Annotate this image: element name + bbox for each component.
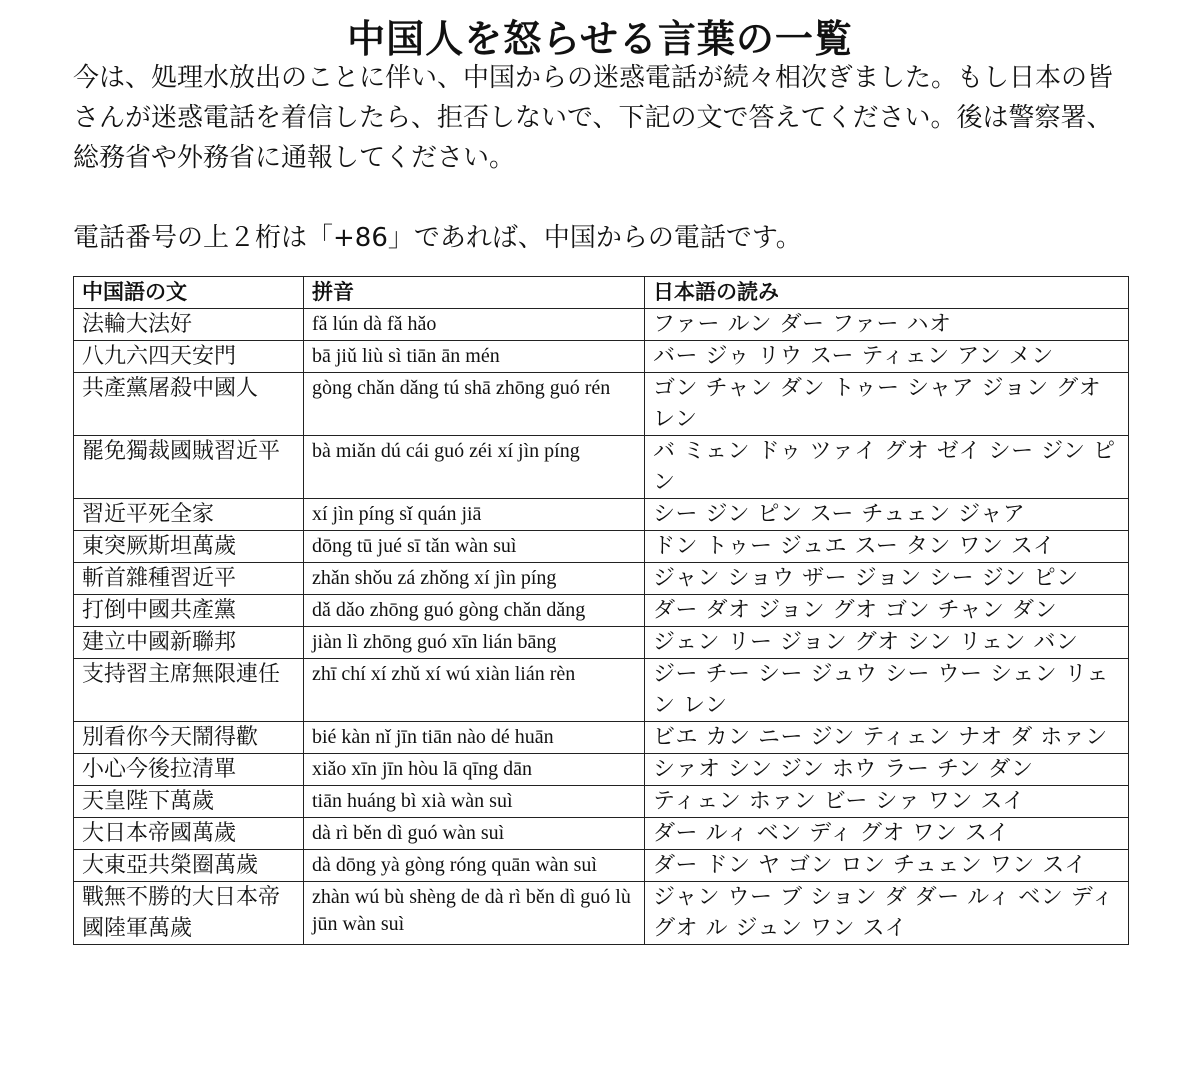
table-row — [74, 754, 1129, 786]
pinyin-cell: xí jìn píng sǐ quán jiā — [304, 499, 645, 531]
table-row — [74, 818, 1129, 850]
pinyin-cell: xiǎo xīn jīn hòu lā qīng dān — [304, 754, 645, 786]
japanese-reading: ジャン ウー ブ ション ダ ダー ルィ ベン ディ グオ ル ジュン ワン スイ — [645, 882, 1129, 945]
japanese-reading: ダー ダオ ジョン グオ ゴン チャン ダン — [645, 595, 1129, 627]
pinyin-cell: zhǎn shǒu zá zhǒng xí jìn píng — [304, 563, 645, 595]
table-row — [74, 659, 1129, 722]
chinese-phrase: 打倒中國共產黨 — [74, 595, 304, 627]
pinyin-cell: bā jiǔ liù sì tiān ān mén — [304, 341, 645, 373]
chinese-phrase: 大東亞共榮圈萬歲 — [74, 850, 304, 882]
header-japanese-reading: 日本語の読み — [645, 277, 1129, 309]
phone-prefix-note: 電話番号の上２桁は「+86」であれば、中国からの電話です。 — [73, 223, 802, 253]
phrase-table — [73, 276, 1129, 945]
japanese-reading: ジー チー シー ジュウ シー ウー シェン リェン レン — [645, 659, 1129, 722]
pinyin-cell: zhī chí xí zhǔ xí wú xiàn lián rèn — [304, 659, 645, 722]
table-row — [74, 850, 1129, 882]
chinese-phrase: 小心今後拉清單 — [74, 754, 304, 786]
table-header-row — [74, 277, 1129, 309]
japanese-reading: ジェン リー ジョン グオ シン リェン バン — [645, 627, 1129, 659]
table-row — [74, 595, 1129, 627]
pinyin-cell: dà dōng yà gòng róng quān wàn suì — [304, 850, 645, 882]
phrase-table-container — [73, 276, 1129, 945]
chinese-phrase: 罷免獨裁國賊習近平 — [74, 436, 304, 499]
intro-paragraph: 今は、処理水放出のことに伴い、中国からの迷惑電話が続々相次ぎました。もし日本の皆さんが迷惑電話を着信したら、拒否しないで、下記の文で答えてください。後は警察署、総務省や外務省に通報してください。 — [73, 63, 1114, 173]
pinyin-cell: dà rì běn dì guó wàn suì — [304, 818, 645, 850]
japanese-reading: バー ジゥ リウ スー ティェン アン メン — [645, 341, 1129, 373]
chinese-phrase: 戰無不勝的大日本帝國陸軍萬歲 — [74, 882, 304, 945]
japanese-reading: バ ミェン ドゥ ツァイ グオ ゼイ シー ジン ピン — [645, 436, 1129, 499]
table-row — [74, 309, 1129, 341]
table-row — [74, 341, 1129, 373]
japanese-reading: シァオ シン ジン ホウ ラー チン ダン — [645, 754, 1129, 786]
pinyin-cell: bié kàn nǐ jīn tiān nào dé huān — [304, 722, 645, 754]
japanese-reading: ファー ルン ダー ファー ハオ — [645, 309, 1129, 341]
table-row — [74, 531, 1129, 563]
japanese-reading: ゴン チャン ダン トゥー シャア ジョン グオ レン — [645, 373, 1129, 436]
chinese-phrase: 天皇陛下萬歲 — [74, 786, 304, 818]
japanese-reading: ドン トゥー ジュエ スー タン ワン スイ — [645, 531, 1129, 563]
table-row — [74, 436, 1129, 499]
table-row — [74, 882, 1129, 945]
pinyin-cell: tiān huáng bì xià wàn suì — [304, 786, 645, 818]
chinese-phrase: 建立中國新聯邦 — [74, 627, 304, 659]
japanese-reading: ビエ カン ニー ジン ティェン ナオ ダ ホァン — [645, 722, 1129, 754]
japanese-reading: ダー ドン ヤ ゴン ロン チュェン ワン スイ — [645, 850, 1129, 882]
paragraph-gap — [73, 178, 1133, 218]
table-row — [74, 563, 1129, 595]
table-row — [74, 786, 1129, 818]
chinese-phrase: 共產黨屠殺中國人 — [74, 373, 304, 436]
table-body — [74, 309, 1129, 945]
pinyin-cell: gòng chǎn dǎng tú shā zhōng guó rén — [304, 373, 645, 436]
table-row — [74, 627, 1129, 659]
japanese-reading: シー ジン ピン スー チュェン ジャア — [645, 499, 1129, 531]
table-row — [74, 373, 1129, 436]
table-row — [74, 499, 1129, 531]
chinese-phrase: 八九六四天安門 — [74, 341, 304, 373]
header-pinyin: 拼音 — [304, 277, 645, 309]
chinese-phrase: 大日本帝國萬歲 — [74, 818, 304, 850]
intro-text — [73, 58, 1133, 258]
page-title: 中国人を怒らせる言葉の一覧 — [347, 17, 853, 61]
pinyin-cell: dǎ dǎo zhōng guó gòng chǎn dǎng — [304, 595, 645, 627]
japanese-reading: ダー ルィ ベン ディ グオ ワン スイ — [645, 818, 1129, 850]
header-chinese: 中国語の文 — [74, 277, 304, 309]
chinese-phrase: 法輪大法好 — [74, 309, 304, 341]
pinyin-cell: dōng tū jué sī tǎn wàn suì — [304, 531, 645, 563]
chinese-phrase: 斬首雜種習近平 — [74, 563, 304, 595]
pinyin-cell: bà miǎn dú cái guó zéi xí jìn píng — [304, 436, 645, 499]
japanese-reading: ティェン ホァン ビー シァ ワン スイ — [645, 786, 1129, 818]
chinese-phrase: 支持習主席無限連任 — [74, 659, 304, 722]
pinyin-cell: fǎ lún dà fǎ hǎo — [304, 309, 645, 341]
table-row — [74, 722, 1129, 754]
chinese-phrase: 別看你今天鬧得歡 — [74, 722, 304, 754]
pinyin-cell: jiàn lì zhōng guó xīn lián bāng — [304, 627, 645, 659]
chinese-phrase: 東突厥斯坦萬歲 — [74, 531, 304, 563]
japanese-reading: ジャン ショウ ザー ジョン シー ジン ピン — [645, 563, 1129, 595]
chinese-phrase: 習近平死全家 — [74, 499, 304, 531]
pinyin-cell: zhàn wú bù shèng de dà rì běn dì guó lù jūn wàn suì — [304, 882, 645, 945]
